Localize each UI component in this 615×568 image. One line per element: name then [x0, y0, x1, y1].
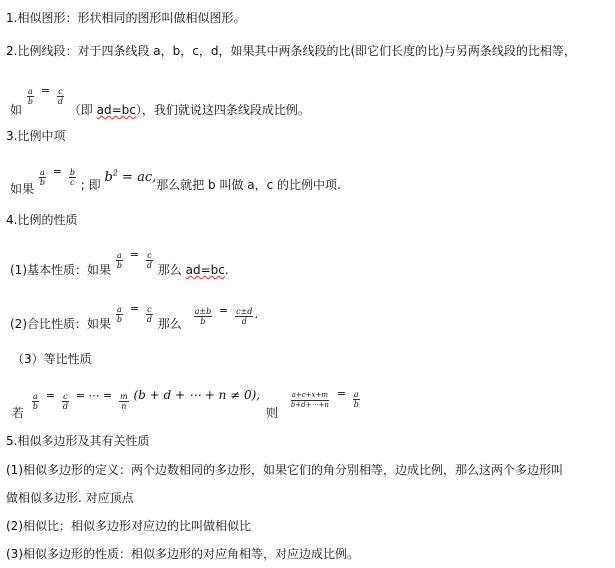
fraction-a-b — [116, 305, 123, 324]
equal-ratio-heading: （3）等比性质 — [12, 352, 92, 366]
section-5-heading: 5.相似多边形及其有关性质 — [6, 434, 150, 448]
denominator: b — [116, 315, 122, 324]
numerator: a±b — [194, 307, 212, 316]
fraction-a-b — [116, 251, 123, 270]
denominator: d — [146, 315, 152, 324]
numerator: a — [40, 168, 45, 177]
end: . — [224, 263, 229, 277]
section-5-line-4: (3)相似多边形的性质：相似多边形的对应角相等，对应边成比例。 — [6, 547, 360, 561]
numerator: a — [353, 390, 359, 399]
numerator: a — [28, 87, 33, 96]
denominator: d — [241, 317, 247, 326]
denominator: n — [121, 402, 127, 411]
fraction-a-b-result — [353, 390, 360, 409]
denominator: d — [57, 97, 63, 106]
math-exponent: 2 — [112, 168, 118, 178]
math-rest: = ac, — [117, 170, 157, 185]
section-3-formula-row — [10, 165, 341, 197]
section-5-line-2: 做相似多边形. 对应顶点 — [6, 491, 134, 505]
equals-sign: = — [129, 248, 139, 261]
equals-sign: = — [336, 387, 346, 400]
denominator: b — [200, 317, 206, 326]
denominator: b — [39, 178, 45, 187]
prefix: 如 — [10, 103, 23, 117]
numerator: a — [117, 251, 122, 260]
end: . — [254, 307, 259, 321]
numerator: a+c+x+m — [291, 391, 328, 399]
numerator: a — [33, 392, 38, 401]
denominator: b+d+⋯+n — [290, 401, 329, 409]
fraction-c-pm-d — [235, 307, 253, 326]
fraction-a-b — [39, 168, 46, 187]
formula-b-squared — [104, 170, 156, 185]
numerator: a — [117, 305, 122, 314]
fraction-c-d — [57, 87, 64, 106]
denominator: d — [62, 402, 68, 411]
numerator: c — [63, 392, 68, 401]
denominator: c — [70, 178, 75, 187]
prefix: (2)合比性质：如果 — [10, 317, 111, 331]
denominator: b — [116, 261, 122, 270]
numerator: c±d — [236, 307, 253, 316]
section-3-heading: 3.比例中项 — [6, 129, 66, 143]
section-2-formula-row — [10, 84, 310, 118]
ellipsis-equals: = ⋯ = — [75, 389, 113, 402]
ad-bc-text: ad=bc — [96, 103, 136, 117]
separator: ; 即 — [80, 178, 101, 192]
fraction-b-c — [69, 168, 76, 187]
mid: 那么 — [157, 317, 182, 331]
equal-ratio-row — [12, 387, 361, 421]
denominator: b — [32, 402, 38, 411]
denominator: d — [146, 261, 152, 270]
fraction-a-pm-b — [194, 307, 213, 326]
note-rest: ），我们就说这四条线段成比例。 — [135, 103, 310, 117]
section-2-heading: 2.比例线段：对于四条线段 a，b，c，d，如果其中两条线段的比(即它们长度的比)与另两条线段的比相等， — [6, 44, 576, 58]
note-open: （即 — [68, 103, 97, 117]
fraction-a-b — [27, 87, 34, 106]
section-5-line-1: (1)相似多边形的定义：两个边数相同的多边形，如果它们的角分别相等，边成比例，那么这两个多边形叫 — [6, 463, 564, 477]
equals-sign: = — [40, 84, 51, 97]
numerator: c — [58, 87, 63, 96]
fraction-c-d — [146, 251, 153, 270]
denominator: b — [353, 400, 359, 409]
equals-sign: = — [129, 302, 139, 315]
condition: (b + d + ⋯ + n ≠ 0), — [133, 388, 261, 402]
section-1-definition: 1.相似图形：形状相同的图形叫做相似图形。 — [6, 11, 246, 25]
then-label: 则 — [265, 406, 278, 420]
prefix: (1)基本性质：如果 — [10, 263, 111, 277]
fraction-c-d — [146, 305, 153, 324]
fraction-c-d — [62, 392, 69, 411]
numerator: c — [147, 305, 152, 314]
compound-property-row — [10, 302, 258, 332]
ad-bc-text: ad=bc — [185, 263, 225, 277]
denominator: b — [27, 97, 33, 106]
prefix: 若 — [12, 406, 25, 420]
equals-sign: = — [52, 165, 63, 178]
section-3-rest: 那么就把 b 叫做 a，c 的比例中项. — [156, 178, 341, 192]
fraction-a-b — [32, 392, 39, 411]
section-5-line-3: (2)相似比：相似多边形对应边的比叫做相似比 — [6, 519, 251, 533]
numerator: m — [120, 392, 128, 401]
prefix: 如果 — [10, 182, 35, 196]
numerator: b — [69, 168, 75, 177]
mid: 那么 — [157, 263, 186, 277]
fraction-m-n — [119, 392, 129, 411]
basic-property-row — [10, 248, 229, 278]
math-base: b — [104, 170, 113, 185]
equals-sign: = — [219, 304, 229, 317]
fraction-sum — [290, 391, 330, 410]
section-4-heading: 4.比例的性质 — [6, 213, 78, 227]
numerator: c — [147, 251, 152, 260]
equals-sign: = — [45, 389, 56, 402]
